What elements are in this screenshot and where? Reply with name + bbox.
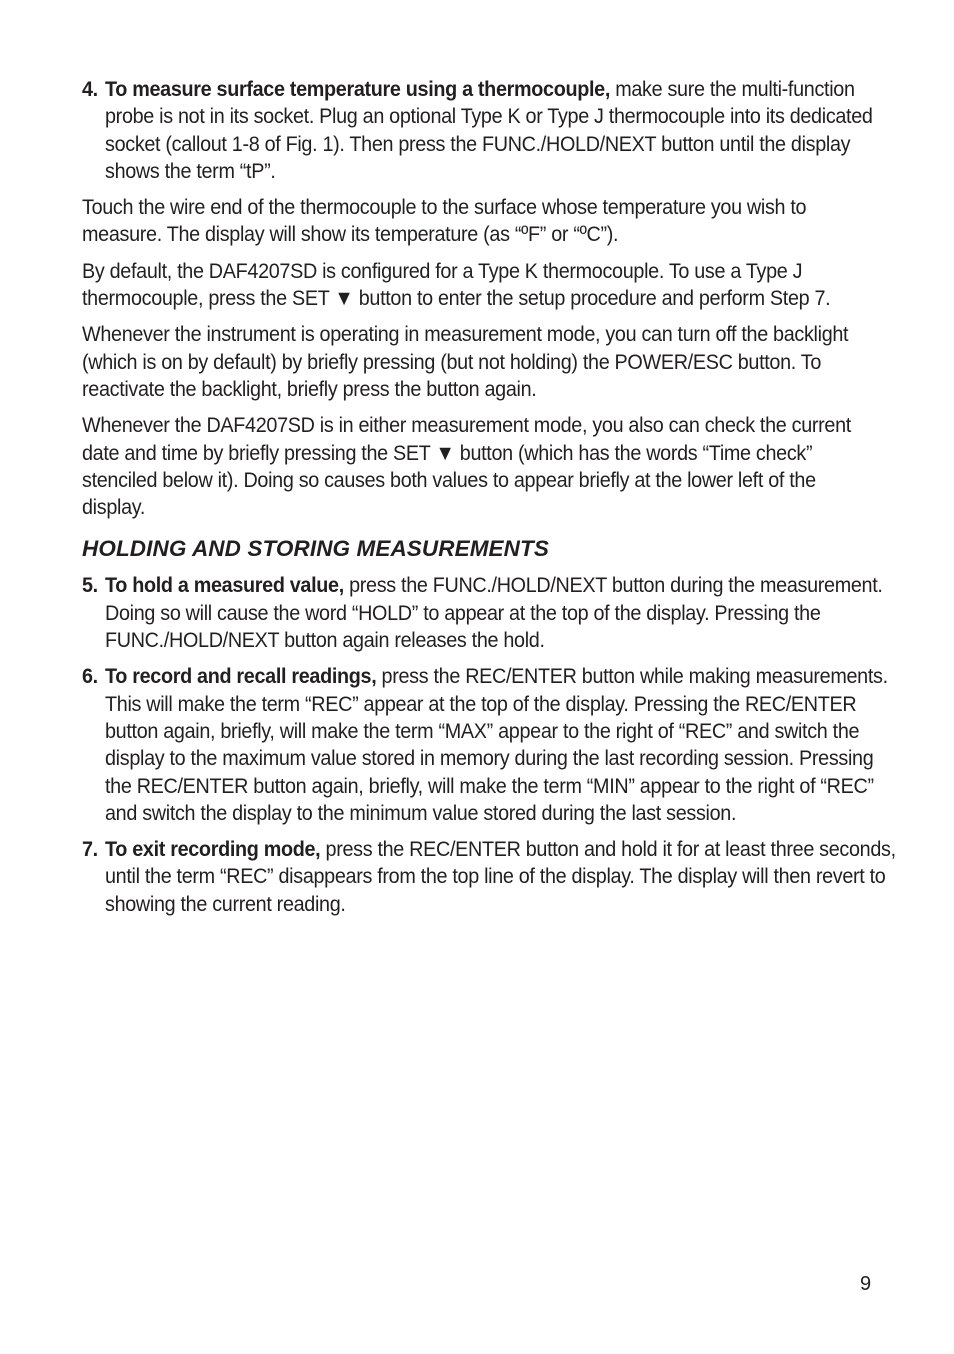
step-6 — [82, 663, 896, 827]
section-heading: HOLDING AND STORING MEASUREMENTS — [82, 536, 549, 562]
step-lead: To hold a measured value, — [105, 573, 344, 598]
paragraph-backlight: Whenever the instrument is operating in measurement mode, you can turn off the backlight (which is on by default) by briefly pressing (but not holding) the POWER/ESC button. To reactivate the backlight, briefly press the button again. — [82, 322, 849, 401]
step-lead: To record and recall readings, — [105, 664, 377, 689]
step-text: press the REC/ENTER button and hold it for at least three seconds, until the term “REC” disappears from the top line of the display. The display will then revert to showing the current reading. — [105, 837, 896, 916]
step-lead: To exit recording mode, — [105, 837, 321, 862]
step-number: 5. — [82, 573, 98, 598]
step-lead: To measure surface temperature using a thermocouple, — [105, 77, 611, 101]
step-number: 4. — [82, 77, 98, 101]
step-text: press the FUNC./HOLD/NEXT button during the measurement. Doing so will cause the word “HOLD” to appear at the top of the display. Pressing the FUNC./HOLD/NEXT button again releases the hold. — [105, 573, 883, 653]
paragraph-default-type: By default, the DAF4207SD is configured for a Type K thermocouple. To use a Type J thermocouple, press the SET ▼ button to enter the setup procedure and perform Step 7. — [82, 258, 831, 311]
paragraph-time-check: Whenever the DAF4207SD is in either measurement mode, you also can check the current date and time by briefly pressing the SET ▼ button (which has the words “Time check” stenciled below it). Doing so causes both values to appear briefly at the lower left of the display. — [82, 413, 851, 520]
manual-page — [82, 76, 896, 927]
step-4 — [82, 76, 896, 185]
step-7 — [82, 836, 896, 918]
step-number: 6. — [82, 664, 98, 689]
step-text: press the REC/ENTER button while making measurements. This will make the term “REC” appear at the top of the display. Pressing the REC/ENTER button again, briefly, will make the term “MAX” appear to the right of “REC” and switch the display to the maximum value stored in memory during the last recording session. Pressing the REC/ENTER button again, briefly, will make the term “MIN” appear to the right of “REC” and switch the display to the minimum value stored during the last session. — [105, 664, 888, 825]
page-number: 9 — [860, 1273, 872, 1295]
step-number: 7. — [82, 837, 98, 862]
step-text: make sure the multi-function probe is not in its socket. Plug an optional Type K or Type J thermocouple into its dedicated socket (callout 1-8 of Fig. 1). Then press the FUNC./HOLD/NEXT button until the display shows the term “tP”. — [105, 77, 873, 183]
step-5 — [82, 572, 896, 654]
paragraph-thermocouple-touch: Touch the wire end of the thermocouple to the surface whose temperature you wish to measure. The display will show its temperature (as “ºF” or “ºC”). — [82, 195, 807, 247]
